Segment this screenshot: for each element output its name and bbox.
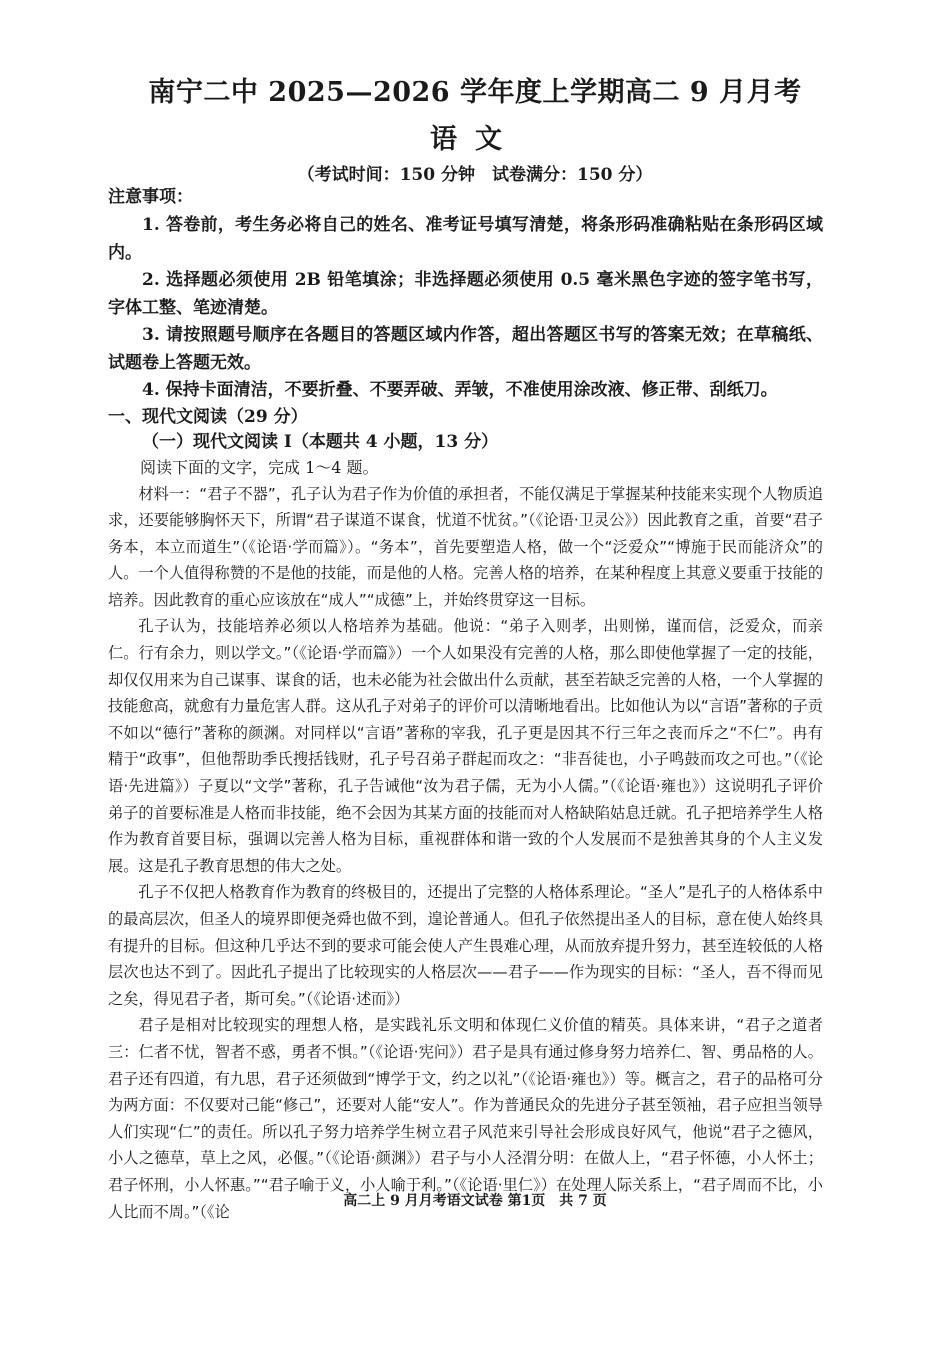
passage-paragraph: 孔子认为，技能培养必须以人格培养为基础。他说：“弟子入则孝，出则悌，谨而信，泛爱众，而亲仁。行有余力，则以学文。”（《论语·学而篇》）一个人如果没有完善的人格，那么即使他掌握了一定的技能，却仅仅用来为自己谋事、谋食的话，也未必能为社会做出什么贡献，甚至若缺乏完善的人格，一个人掌握的技能愈高，就愈有力量危害人群。这从孔子对弟子的评价可以清晰地看出。比如他认为以“言语”著称的子贡不如以“德行”著称的颜渊。对同样以“言语”著称的宰我，孔子更是因其不行三年之丧而斥之“不仁”。冉有精于“政事”，但他帮助季氏搜括钱财，孔子号召弟子群起而攻之：“非吾徒也，小子鸣鼓而攻之可也。”（《论语·先进篇》）子夏以“文学”著称，孔子告诫他“汝为君子儒，无为小人儒。”（《论语·雍也》）这说明孔子评价弟子的首要标准是人格而非技能，绝不会因为其某方面的技能而对人格缺陷姑息迁就。孔子把培养学生人格作为教育首要目标，强调以完善人格为目标，重视群体和谐一致的个人发展而不是独善其身的个人主义发展。这是孔子教育思想的伟大之处。 <box>108 617 823 875</box>
notice-item: 1. 答卷前，考生务必将自己的姓名、准考证号填写清楚，将条形码准确粘贴在条形码区域内。 <box>108 215 823 263</box>
passage-paragraph: 孔子不仅把人格教育作为教育的终极目的，还提出了完整的人格体系理论。“圣人”是孔子的人格体系中的最高层次，但圣人的境界即便尧舜也做不到，遑论普通人。但孔子依然提出圣人的目标，意在使人始终具有提升的目标。但这种几乎达不到的要求可能会使人产生畏难心理，从而放弃提升努力，甚至连较低的人格层次也达不到了。因此孔子提出了比较现实的人格层次——君子——作为现实的目标：“圣人，吾不得而见之矣，得见君子者，斯可矣。”（《论语·述而》） <box>108 883 823 1008</box>
page-footer: 高二上 9 月月考语文试卷 第1页 共 7 页 <box>343 1193 607 1209</box>
exam-title: 南宁二中 2025—2026 学年度上学期高二 9 月月考 <box>148 77 802 108</box>
section-heading: 一、现代文阅读（29 分） <box>108 406 308 427</box>
exam-info: （考试时间：150 分钟 试卷满分：150 分） <box>297 165 653 185</box>
passage-paragraph: 君子是相对比较现实的理想人格，是实践礼乐文明和体现仁义价值的精英。具体来讲，“君子之道者三：仁者不忧，智者不惑，勇者不惧。”（《论语·宪问》）君子是具有通过修身努力培养仁、智、勇品格的人。君子还有四道，有九思，君子还须做到“博学于文，约之以礼”（《论语·雍也》）等。概言之，君子的品格可分为两方面：不仅要对己能“修己”，还要对人能“安人”。作为普通民众的先进分子甚至领袖，君子应担当领导人们实现“仁”的责任。所以孔子努力培养学生树立君子风范来引导社会形成良好风气，他说“君子之德风，小人之德草，草上之风，必偃。”（《论语·颜渊》）君子与小人泾渭分明：在做人上，“君子怀德，小人怀土；君子怀刑，小人怀惠。”“君子喻于义，小人喻于利。”（《论语·里仁》）在处理人际关系上，“君子周而不比，小人比而不周。”（《论 <box>108 1016 823 1221</box>
notice-item: 2. 选择题必须使用 2B 铅笔填涂；非选择题必须使用 0.5 毫米黑色字迹的签字笔书写，字体工整、笔迹清楚。 <box>108 270 823 318</box>
exam-body <box>108 182 823 1225</box>
notice-item: 3. 请按照题号顺序在各题目的答题区域内作答，超出答题区书写的答案无效；在草稿纸、试题卷上答题无效。 <box>108 325 823 373</box>
subject-title: 语文 <box>430 124 520 155</box>
notice-item: 4. 保持卡面清洁，不要折叠、不要弄破、弄皱，不准使用涂改液、修正带、刮纸刀。 <box>142 380 778 400</box>
notice-heading: 注意事项： <box>108 187 193 207</box>
subsection-heading: （一）现代文阅读 I（本题共 4 小题，13 分） <box>142 431 499 452</box>
reading-instruction: 阅读下面的文字，完成 1～4 题。 <box>140 457 379 477</box>
passage-paragraph: 材料一：“君子不器”，孔子认为君子作为价值的承担者，不能仅满足于掌握某种技能来实现个人物质追求，还要能够胸怀天下，所谓“君子谋道不谋食，忧道不忧贫。”（《论语·卫灵公》）因此教育之重，首要“君子务本，本立而道生”（《论语·学而篇》）。“务本”，首先要塑造人格，做一个“泛爱众”“博施于民而能济众”的人。一个人值得称赞的不是他的技能，而是他的人格。完善人格的培养，在某种程度上其意义要重于技能的培养。因此教育的重心应该放在“成人”“成德”上，并始终贯穿这一目标。 <box>108 484 823 609</box>
